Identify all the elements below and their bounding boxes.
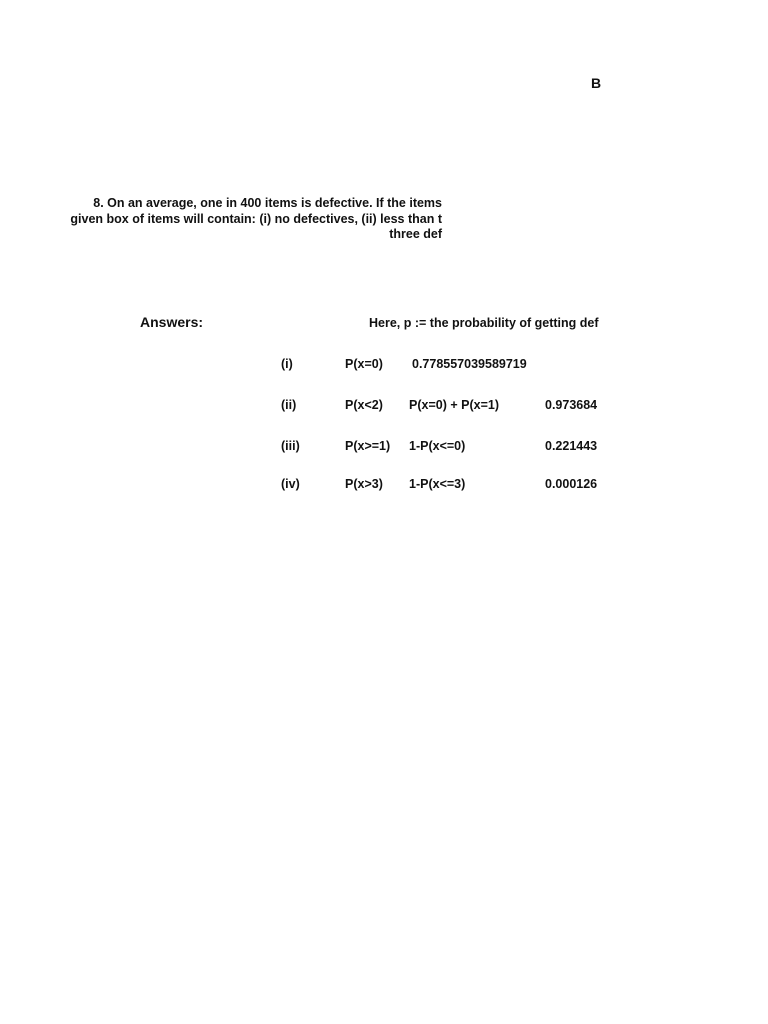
row-expression: P(x>=1) bbox=[345, 439, 391, 453]
question-line-3: three def bbox=[389, 227, 442, 241]
row-formula: 1-P(x<=3) bbox=[409, 477, 466, 491]
row-number: (ii) bbox=[281, 398, 297, 412]
row-expression: P(x=0) bbox=[345, 357, 383, 371]
row-number: (iii) bbox=[281, 439, 300, 453]
row-number: (i) bbox=[281, 357, 293, 371]
row-expression: P(x<2) bbox=[345, 398, 383, 412]
row-value: 0.000126 bbox=[545, 477, 598, 491]
row-value: 0.973684 bbox=[545, 398, 598, 412]
row-value: 0.221443 bbox=[545, 439, 598, 453]
answers-label: Answers: bbox=[140, 314, 204, 330]
row-formula: 1-P(x<=0) bbox=[409, 439, 466, 453]
answers-intro: Here, p := the probability of getting def bbox=[369, 316, 599, 330]
row-value: 0.778557039589719 bbox=[412, 357, 527, 371]
row-number: (iv) bbox=[281, 477, 300, 491]
question-line-2: given box of items will contain: (i) no defectives, (ii) less than t bbox=[70, 212, 442, 226]
row-formula: P(x=0) + P(x=1) bbox=[409, 398, 499, 412]
question-line-1: 8. On an average, one in 400 items is defective. If the items bbox=[93, 196, 442, 210]
row-expression: P(x>3) bbox=[345, 477, 383, 491]
page-heading: B bbox=[591, 75, 602, 91]
